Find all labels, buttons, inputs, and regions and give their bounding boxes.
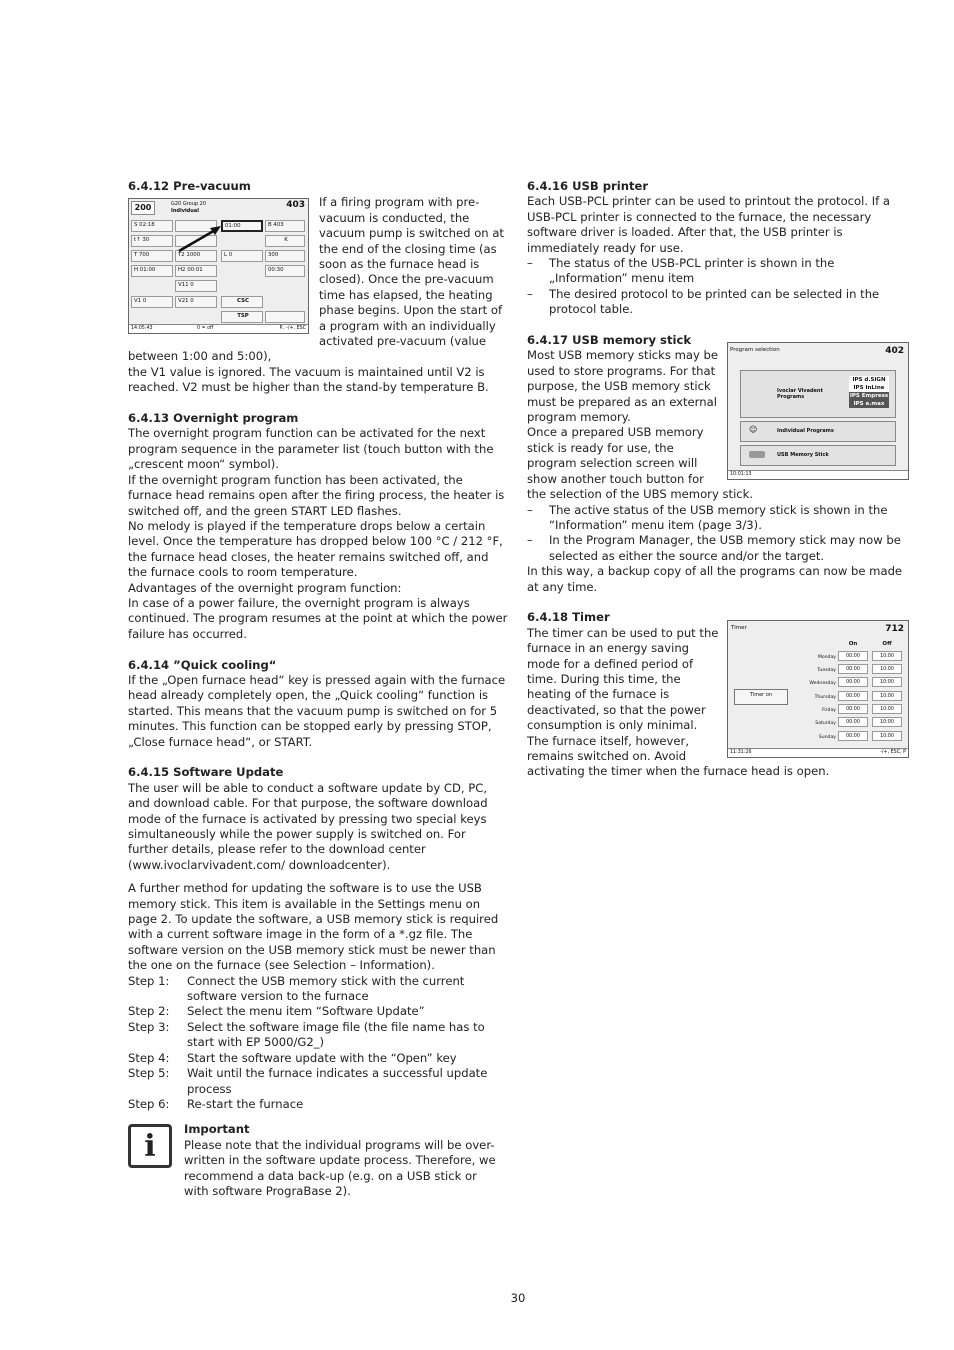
timer-off-field[interactable]: 10:00 — [872, 691, 902, 701]
timer-day-label: Wednesday — [809, 681, 836, 687]
left-column — [128, 179, 508, 1199]
screen-number: 712 — [885, 623, 904, 634]
status-time: 11:31:26 — [730, 749, 752, 755]
software-update-p2: A further method for updating the software is to use the USB memory stick. This item is available in the Settings menu on page 2. To update the software, a USB memory stick is required with a current software image in the form of a *.gz file. The software version on the USB memory stick must be newer than the one on the furnace (see Selection – Information). — [128, 881, 499, 973]
screen-403 — [128, 198, 309, 334]
overnight-p5: In case of a power failure, the overnight program is always continued. The program resumes at the point at which the power failure has occurred. — [128, 595, 508, 641]
step-item — [128, 1051, 508, 1066]
overnight-p4: Advantages of the overnight program function: — [128, 580, 402, 595]
param-v1[interactable]: V1 0 — [131, 296, 173, 308]
logo-inline: IPS InLine — [849, 384, 889, 392]
bullet-item: – In the Program Manager, the USB memory stick may now be selected as either the source and/or the target. — [527, 533, 909, 564]
step-text: Start the software update with the “Open” key — [187, 1050, 457, 1065]
param-l[interactable]: L 0 — [221, 250, 263, 262]
param-v21[interactable]: V21 0 — [175, 296, 217, 308]
steps-list — [128, 974, 508, 1113]
param-0030[interactable]: 00:30 — [265, 265, 305, 277]
pointer-arrow — [129, 199, 308, 333]
status-keys: P.. -/+, ESC — [279, 326, 306, 332]
heading-6-4-15: 6.4.15 Software Update — [128, 765, 284, 780]
program-selection-title: Program selection — [730, 347, 780, 354]
right-column — [527, 179, 909, 780]
timer-day-label: Friday — [822, 707, 836, 713]
overnight-p1: The overnight program function can be activated for the next program sequence in the parameter list (touch button with the „crescent moon“ symbol). — [128, 426, 494, 472]
step-item — [128, 974, 508, 1005]
param-300[interactable]: 300 — [265, 250, 305, 262]
step-text: Select the software image file (the file name has to start with EP 5000/G2_) — [187, 1019, 485, 1050]
timer-title: Timer — [731, 624, 747, 631]
screen-402 — [727, 342, 909, 480]
step-label: Step 2: — [128, 1004, 170, 1019]
timer-day-label: Saturday — [815, 721, 836, 727]
heading-6-4-14: 6.4.14 ”Quick cooling“ — [128, 657, 277, 672]
timer-on-field[interactable]: 00:00 — [838, 677, 868, 687]
param-h[interactable]: H 01:00 — [131, 265, 173, 277]
usb-printer-p1: Each USB-PCL printer can be used to printout the protocol. If a USB-PCL printer is connected to the furnace, the necessary software driver is loaded. After that, the USB printer is immediately ready for use. — [527, 194, 891, 255]
heading-6-4-12: 6.4.12 Pre-vacuum — [128, 179, 251, 193]
step-label: Step 4: — [128, 1050, 170, 1065]
bullet-item: – The active status of the USB memory stick is shown in the “Information” menu item (page 3/3). — [527, 503, 909, 534]
status-bar — [728, 748, 908, 757]
timer-on-field[interactable]: 00:00 — [838, 664, 868, 674]
screen-403-image — [128, 198, 309, 334]
usb-memory-stick-label: USB Memory Stick — [777, 452, 829, 459]
param-t[interactable]: T 700 — [131, 250, 173, 262]
logo-dsign: IPS d.SIGN — [849, 376, 889, 384]
individual-programs-label: Individual Programs — [777, 428, 834, 435]
param-csc[interactable]: CSC — [221, 296, 263, 308]
timer-on-field[interactable]: 00:00 — [838, 717, 868, 727]
brand-label: Ivoclar Vivadent Programs — [777, 388, 823, 401]
heading-6-4-16: 6.4.16 USB printer — [527, 179, 649, 193]
important-text: Please note that the individual programs will be over-written in the software update process. Therefore, we recommend a data back-up (e.g. on a USB stick or with software PrograBase 2). — [184, 1137, 496, 1198]
param-tsp[interactable]: TSP — [221, 311, 263, 323]
bullet-text: The status of the USB-PCL printer is shown in the „Information” menu item — [549, 256, 835, 286]
col-off-header: Off — [882, 640, 892, 647]
software-update-p1: The user will be able to conduct a software update by CD, PC, and download cable. For that purpose, the software download mode of the furnace is activated by pressing two special keys simultaneously while the power supply is switched on. For further details, please refer to the download center (www.ivoclarvivadent.com/ downloadcenter). — [128, 780, 488, 872]
people-icon: ☺ — [749, 425, 758, 435]
col-on-header: On — [848, 640, 858, 647]
status-keys: -/+, ESC, P — [880, 749, 906, 755]
timer-day-label: Monday — [817, 654, 836, 660]
mode-label: Individual — [171, 208, 199, 215]
step-text: Select the menu item “Software Update” — [187, 1004, 425, 1019]
timer-off-field[interactable]: 10:00 — [872, 731, 902, 741]
usb-stick-p1: Most USB memory sticks may be used to store programs. For that purpose, the USB memory stick must be prepared as an external program memory. — [527, 348, 719, 425]
timer-on-field[interactable]: 00:00 — [838, 731, 868, 741]
timer-on-button[interactable]: Timer on — [734, 689, 788, 705]
timer-on-field[interactable]: 00:00 — [838, 651, 868, 661]
step-label: Step 5: — [128, 1066, 170, 1081]
bullet-item: – The desired protocol to be printed can be selected in the protocol table. — [527, 287, 909, 318]
quick-cooling-p1: If the „Open furnace head“ key is pressed again with the furnace head already completely open, the „Quick cooling“ function is started. This means that the vacuum pump is switched on for 5 minutes. This function can be stopped early by pressing STOP, „Close furnace head“, or START. — [128, 672, 506, 749]
logo-empress: IPS Empress — [849, 393, 889, 400]
timer-off-field[interactable]: 10:00 — [872, 664, 902, 674]
bullet-text: The active status of the USB memory stick is shown in the “Information” menu item (page 3/3). — [549, 502, 888, 532]
param-prevac[interactable]: 01:00 — [221, 220, 263, 232]
timer-off-field[interactable]: 10:00 — [872, 717, 902, 727]
timer-off-field[interactable]: 10:00 — [872, 704, 902, 714]
heading-6-4-13: 6.4.13 Overnight program — [128, 411, 299, 426]
timer-day-label: Tuesday — [817, 668, 836, 674]
timer-day-label: Sunday — [818, 734, 836, 740]
bullet-item: – The status of the USB-PCL printer is shown in the „Information” menu item — [527, 256, 909, 287]
step-item — [128, 1020, 508, 1051]
param-b[interactable]: B 403 — [265, 220, 305, 232]
heading-6-4-17: 6.4.17 USB memory stick — [527, 333, 692, 348]
screen-712-image — [727, 620, 909, 758]
pre-vacuum-text-1: If a firing program with pre-vacuum is conducted, the vacuum pump is switched on at the end of the closing time (as soon as the furnace head is closed). Once the pre-vacuum time has elapsed, the heating phase begins. Upon the start of a program with an individually activated pre-vacuum (value between 1:00 and 5:00), — [128, 195, 504, 364]
group-label: G20 Group 20 — [171, 201, 206, 208]
info-icon: i — [128, 1124, 172, 1168]
step-item — [128, 1066, 508, 1097]
timer-day-label: Thursday — [814, 694, 836, 700]
timer-off-field[interactable]: 10:00 — [872, 651, 902, 661]
status-time: 14:05:43 — [131, 326, 153, 332]
timer-p1: The timer can be used to put the furnace in an energy saving mode for a defined period of time. During this time, the heating of the furnace is deactivated, so that the power consumption is only minimal. The furnace itself, however, remains switched on. Avoid activating the timer when the furnace head is open. — [527, 625, 830, 779]
usb-stick-icon — [749, 451, 765, 458]
step-item — [128, 1097, 508, 1112]
usb-stick-p3: In this way, a backup copy of all the programs can now be made at any time. — [527, 564, 903, 594]
step-label: Step 1: — [128, 973, 170, 988]
step-text: Re-start the furnace — [187, 1096, 304, 1111]
usb-stick-p2: Once a prepared USB memory stick is ready for use, the program selection screen will show another touch button for the selection of the UBS memory stick. — [527, 425, 754, 502]
step-label: Step 3: — [128, 1019, 170, 1034]
step-label: Step 6: — [128, 1096, 170, 1111]
status-bar — [129, 324, 308, 333]
screen-402-image — [727, 342, 909, 480]
timer-on-field[interactable]: 00:00 — [838, 691, 868, 701]
overnight-p3: No melody is played if the temperature drops below a certain level. Once the temperature has dropped below 100 °C / 212 °F, the furnace head closes, the heater remains switched off, and the furnace cools to room temperature. — [128, 518, 503, 580]
param-t2[interactable]: T2 1000 — [175, 250, 217, 262]
step-text: Wait until the furnace indicates a successful update process — [187, 1066, 488, 1096]
individual-programs-button[interactable] — [740, 421, 896, 442]
temp-display: 200 — [131, 201, 155, 215]
param-v11[interactable]: V11 0 — [175, 280, 217, 292]
timer-off-field[interactable]: 10:00 — [872, 677, 902, 687]
logo-emax: IPS e.max — [849, 400, 889, 408]
param-h2[interactable]: H2 00:01 — [175, 265, 217, 277]
page-number: 30 — [510, 1291, 526, 1305]
screen-number: 402 — [885, 346, 904, 357]
status-time: 10:01:13 — [730, 472, 752, 478]
important-note — [128, 1122, 508, 1199]
status-off: 0 = off — [197, 326, 214, 332]
timer-on-field[interactable]: 00:00 — [838, 704, 868, 714]
param-s[interactable]: S 02:18 — [131, 220, 173, 232]
ivoclar-programs-button[interactable] — [740, 370, 896, 418]
screen-712 — [727, 620, 909, 758]
status-bar — [728, 470, 908, 479]
important-heading: Important — [184, 1122, 250, 1137]
param-t-rate[interactable]: t↑ 30 — [131, 235, 173, 247]
step-text: Connect the USB memory stick with the current software version to the furnace — [187, 973, 465, 1004]
bullet-text: In the Program Manager, the USB memory stick may now be selected as either the source and/or the target. — [549, 533, 901, 563]
heading-6-4-18: 6.4.18 Timer — [527, 610, 610, 625]
step-item — [128, 1004, 508, 1019]
screen-number: 403 — [286, 200, 305, 211]
usb-memory-stick-button[interactable] — [740, 445, 896, 466]
param-k[interactable]: K — [265, 235, 305, 247]
pre-vacuum-text-2: the V1 value is ignored. The vacuum is maintained until V2 is reached. V2 must be higher than the stand-by temperature B. — [128, 364, 489, 395]
bullet-text: The desired protocol to be printed can be selected in the protocol table. — [549, 286, 880, 317]
overnight-p2: If the overnight program function has been activated, the furnace head remains open after the firing process, the heater is switched off, and the green START LED flashes. — [128, 472, 505, 518]
